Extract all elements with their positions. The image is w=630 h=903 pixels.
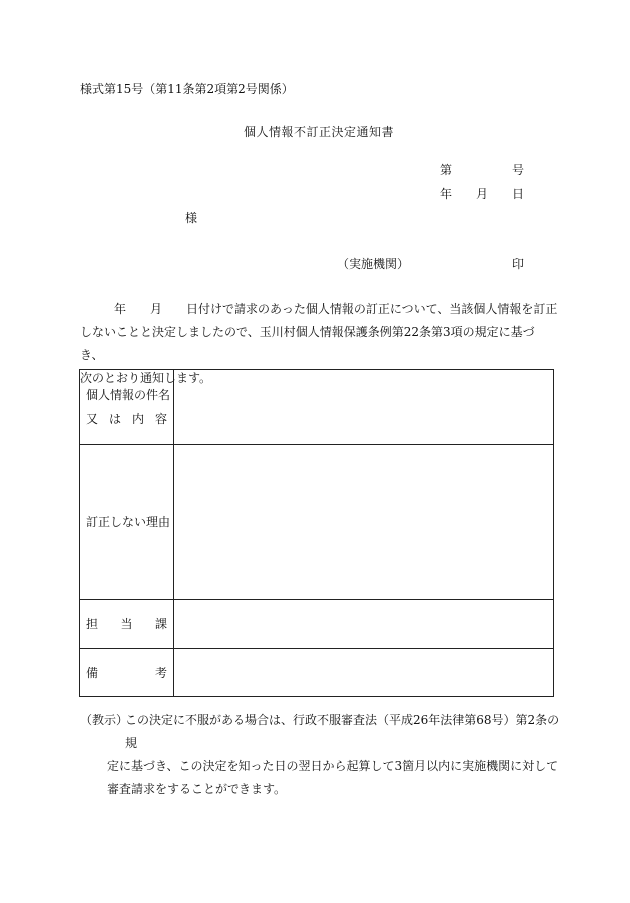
addressee-suffix: 様 [185, 211, 198, 225]
document-title: 個人情報不訂正決定通知書 [244, 125, 395, 139]
table-row-subject [80, 370, 554, 445]
date-year: 年 [440, 187, 453, 201]
label-subject [80, 370, 174, 445]
document-number-suffix: 号 [512, 163, 525, 177]
note-first-row [80, 709, 560, 755]
label-char: 備 [86, 665, 99, 680]
note-line-2: 定に基づき、この決定を知った日の翌日から起算して3箇月以内に実施機関に対して [107, 759, 559, 773]
label-char: 担 [86, 617, 99, 631]
info-table [79, 369, 554, 697]
label-department [80, 600, 174, 649]
appeal-instruction [80, 709, 560, 801]
seal-mark: 印 [512, 257, 525, 271]
body-lead-month: 月 [150, 302, 163, 316]
label-char: は [108, 412, 121, 426]
table-row-remarks [80, 649, 554, 697]
body-line-2: しないことと決定しましたので、玉川村個人情報保護条例第22条第3項の規定に基づき、 [80, 325, 535, 362]
value-subject[interactable] [174, 370, 554, 445]
document-number-prefix: 第 [440, 163, 453, 177]
note-line-3: 審査請求をすることができます。 [107, 782, 287, 796]
label-char: 当 [120, 617, 133, 631]
date-day: 日 [512, 187, 525, 201]
label-remarks-text [80, 667, 173, 679]
body-line-3: 次のとおり通知します。 [80, 371, 212, 385]
label-remarks [80, 649, 174, 697]
label-subject-line-2 [80, 407, 173, 431]
note-line-1: この決定に不服がある場合は、行政不服審査法（平成26年法律第68号）第2条の規 [125, 713, 560, 750]
value-department[interactable] [174, 600, 554, 649]
label-char: 課 [154, 617, 167, 631]
issuer-label: （実施機関） [337, 257, 410, 271]
value-reason[interactable] [174, 445, 554, 600]
notice-body-line-1 [80, 298, 558, 321]
label-reason-text: 訂正しない理由 [86, 515, 171, 529]
label-char: 容 [154, 412, 167, 426]
value-remarks[interactable] [174, 649, 554, 697]
note-tag: （教示） [80, 713, 129, 727]
table-row-reason [80, 445, 554, 600]
label-reason [80, 445, 174, 600]
label-department-text [80, 618, 173, 630]
label-char: 内 [131, 412, 144, 426]
form-number: 様式第15号（第11条第2項第2号関係） [80, 82, 294, 96]
label-char: 考 [154, 665, 167, 680]
date-month: 月 [476, 187, 489, 201]
body-line-1: 日付けで請求のあった個人情報の訂正について、当該個人情報を訂正 [186, 302, 558, 316]
body-lead-year: 年 [114, 302, 127, 316]
label-subject-line-1: 個人情報の件名 [86, 388, 171, 402]
table-row-department [80, 600, 554, 649]
label-char: 又 [86, 412, 99, 426]
